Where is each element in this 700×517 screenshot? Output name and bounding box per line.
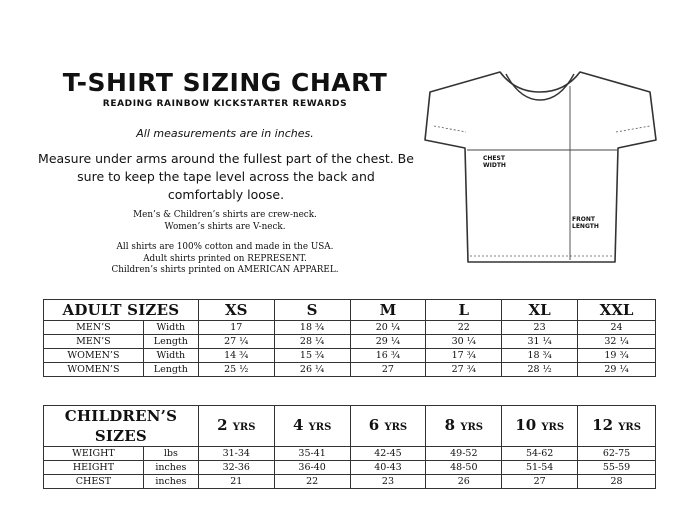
table-cell: 22 bbox=[426, 321, 502, 335]
table-row bbox=[44, 349, 656, 363]
children-header-row bbox=[44, 406, 656, 447]
table-cell: 28 bbox=[578, 475, 656, 489]
table-cell: 19 ¾ bbox=[578, 349, 656, 363]
row-measure: inches bbox=[143, 461, 198, 475]
table-cell: 16 ¾ bbox=[350, 349, 426, 363]
table-cell: 18 ¾ bbox=[274, 321, 350, 335]
table-cell: 26 bbox=[426, 475, 502, 489]
table-cell: 17 ¾ bbox=[426, 349, 502, 363]
size-header: XL bbox=[502, 300, 578, 321]
table-cell: 36-40 bbox=[274, 461, 350, 475]
age-header: 8 YRS bbox=[426, 406, 502, 447]
chest-width-label: CHEST WIDTH bbox=[483, 155, 506, 169]
adult-sizes-table bbox=[43, 299, 656, 377]
table-cell: 29 ¼ bbox=[350, 335, 426, 349]
table-cell: 14 ¾ bbox=[198, 349, 274, 363]
table-cell: 62-75 bbox=[578, 447, 656, 461]
row-group: WOMEN’S bbox=[44, 349, 144, 363]
table-cell: 28 ¼ bbox=[274, 335, 350, 349]
size-header: XS bbox=[198, 300, 274, 321]
table-cell: 29 ¼ bbox=[578, 363, 656, 377]
table-cell: 54-62 bbox=[502, 447, 578, 461]
table-cell: 32-36 bbox=[198, 461, 274, 475]
table-cell: 40-43 bbox=[350, 461, 426, 475]
row-group: HEIGHT bbox=[44, 461, 144, 475]
neck-note-men-children: Men’s & Children’s shirts are crew-neck. bbox=[133, 210, 317, 220]
age-header: 2 YRS bbox=[198, 406, 274, 447]
row-group: CHEST bbox=[44, 475, 144, 489]
table-cell: 27 ¾ bbox=[426, 363, 502, 377]
tshirt-outline-icon bbox=[420, 62, 660, 277]
table-cell: 31-34 bbox=[198, 447, 274, 461]
table-row bbox=[44, 447, 656, 461]
children-heading: CHILDREN’S SIZES bbox=[44, 406, 199, 447]
row-measure: Width bbox=[143, 349, 198, 363]
row-group: WOMEN’S bbox=[44, 363, 144, 377]
material-notes bbox=[60, 242, 390, 277]
table-cell: 17 bbox=[198, 321, 274, 335]
table-row bbox=[44, 475, 656, 489]
units-note: All measurements are in inches. bbox=[136, 127, 314, 140]
row-measure: Width bbox=[143, 321, 198, 335]
row-group: WEIGHT bbox=[44, 447, 144, 461]
size-header: M bbox=[350, 300, 426, 321]
table-cell: 27 bbox=[350, 363, 426, 377]
tshirt-diagram bbox=[420, 62, 660, 277]
neck-note-women: Women’s shirts are V-neck. bbox=[164, 221, 286, 232]
children-sizes-table bbox=[43, 405, 656, 489]
adult-header-row bbox=[44, 300, 656, 321]
table-cell: 23 bbox=[502, 321, 578, 335]
table-cell: 42-45 bbox=[350, 447, 426, 461]
adult-printer-note: Adult shirts printed on REPRESENT. bbox=[143, 253, 307, 264]
size-header: S bbox=[274, 300, 350, 321]
table-cell: 15 ¾ bbox=[274, 349, 350, 363]
front-length-label: FRONT LENGTH bbox=[572, 216, 599, 230]
table-cell: 24 bbox=[578, 321, 656, 335]
table-cell: 28 ½ bbox=[502, 363, 578, 377]
row-group: MEN’S bbox=[44, 335, 144, 349]
table-cell: 25 ½ bbox=[198, 363, 274, 377]
table-cell: 35-41 bbox=[274, 447, 350, 461]
table-cell: 32 ¼ bbox=[578, 335, 656, 349]
chart-title: T-SHIRT SIZING CHART bbox=[62, 68, 388, 97]
row-measure: Length bbox=[143, 335, 198, 349]
row-group: MEN’S bbox=[44, 321, 144, 335]
table-cell: 23 bbox=[350, 475, 426, 489]
table-cell: 51-54 bbox=[502, 461, 578, 475]
table-cell: 21 bbox=[198, 475, 274, 489]
table-cell: 31 ¼ bbox=[502, 335, 578, 349]
children-printer-note: Children’s shirts printed on AMERICAN APPAREL. bbox=[111, 265, 339, 275]
neck-notes bbox=[60, 210, 390, 233]
table-cell: 18 ¾ bbox=[502, 349, 578, 363]
cotton-note: All shirts are 100% cotton and made in the USA. bbox=[116, 242, 334, 252]
size-header: XXL bbox=[578, 300, 656, 321]
chart-subtitle: READING RAINBOW KICKSTARTER REWARDS bbox=[102, 99, 348, 109]
table-cell: 20 ¼ bbox=[350, 321, 426, 335]
table-row bbox=[44, 461, 656, 475]
table-cell: 30 ¼ bbox=[426, 335, 502, 349]
table-cell: 27 ¼ bbox=[198, 335, 274, 349]
table-row bbox=[44, 321, 656, 335]
table-cell: 22 bbox=[274, 475, 350, 489]
adult-heading: ADULT SIZES bbox=[44, 300, 199, 321]
table-row bbox=[44, 335, 656, 349]
row-measure: Length bbox=[143, 363, 198, 377]
table-cell: 55-59 bbox=[578, 461, 656, 475]
measure-instructions: Measure under arms around the fullest part of the chest. Be sure to keep the tape level across the back and comfortably loose. bbox=[38, 151, 414, 202]
age-header: 10 YRS bbox=[502, 406, 578, 447]
age-header: 6 YRS bbox=[350, 406, 426, 447]
table-cell: 48-50 bbox=[426, 461, 502, 475]
row-measure: inches bbox=[143, 475, 198, 489]
row-measure: lbs bbox=[143, 447, 198, 461]
age-header: 4 YRS bbox=[274, 406, 350, 447]
table-cell: 26 ¼ bbox=[274, 363, 350, 377]
size-header: L bbox=[426, 300, 502, 321]
table-row bbox=[44, 363, 656, 377]
table-cell: 27 bbox=[502, 475, 578, 489]
table-cell: 49-52 bbox=[426, 447, 502, 461]
age-header: 12 YRS bbox=[578, 406, 656, 447]
